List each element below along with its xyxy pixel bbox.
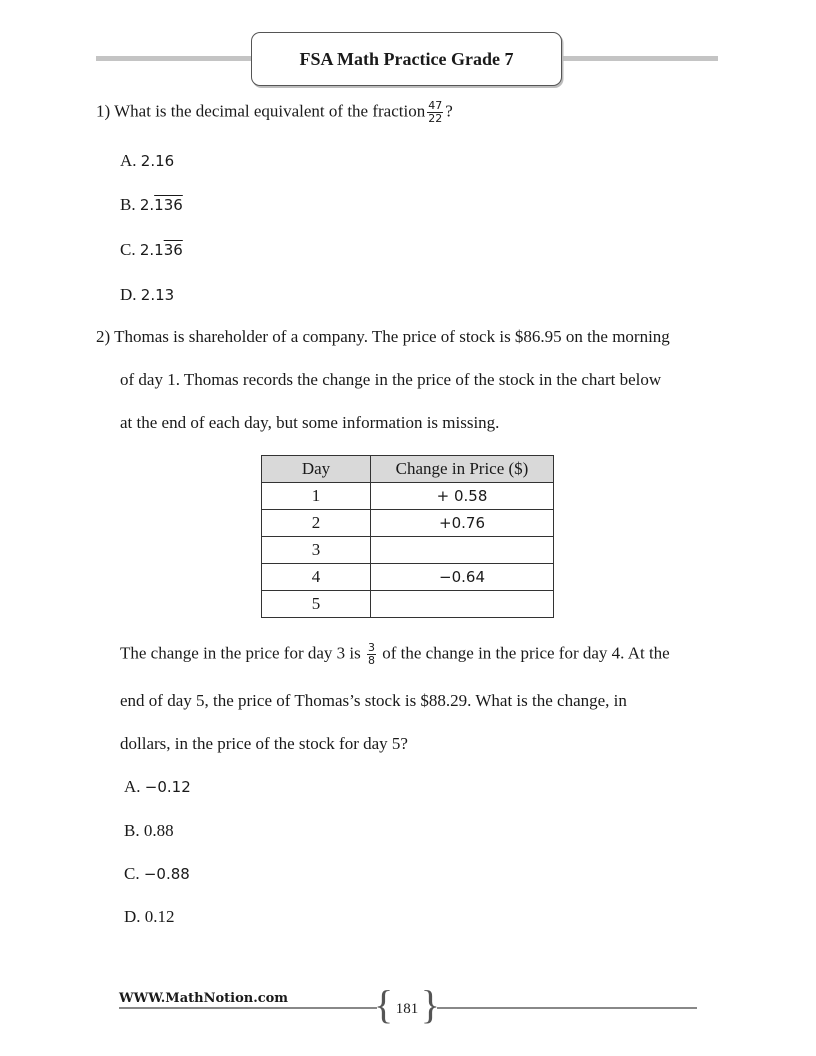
table-row [262, 483, 554, 510]
choice-value: 2.16 [140, 152, 175, 170]
followup-text-pre: The change in the price for day 3 is [120, 643, 361, 663]
question-2-number: 2) [96, 327, 111, 346]
day-cell: 2 [262, 510, 371, 537]
choice-letter: B. [120, 195, 136, 214]
choice-letter: A. [120, 151, 137, 170]
page-number-box [374, 982, 440, 1029]
choice-value-base: 2.1 [139, 241, 164, 259]
table-row [262, 564, 554, 591]
choice-value: 0.12 [144, 907, 175, 926]
q2-choice-b[interactable] [124, 821, 174, 841]
q2-choice-d[interactable] [124, 907, 175, 927]
table-row [262, 537, 554, 564]
header-rule-right [561, 56, 718, 61]
question-1-text: What is the decimal equivalent of the fraction [114, 101, 426, 121]
page-title: FSA Math Practice Grade 7 [251, 32, 562, 86]
change-cell: +0.76 [371, 510, 554, 537]
question-2-text: Thomas is shareholder of a company. The price of stock is $86.95 on the morning [114, 327, 670, 346]
footer-website: WWW.MathNotion.com [119, 991, 289, 1006]
column-header-change: Change in Price ($) [371, 456, 554, 483]
repeating-digits: 36 [163, 241, 183, 259]
question-2-line-3: at the end of each day, but some information is missing. [120, 413, 500, 432]
choice-value: −0.12 [144, 778, 191, 796]
question-1 [96, 100, 453, 125]
repeating-digits: 136 [154, 196, 183, 214]
change-cell: −0.64 [371, 564, 554, 591]
change-cell: + 0.58 [371, 483, 554, 510]
question-1-number: 1) [96, 101, 111, 121]
q2-choice-c[interactable] [124, 864, 190, 884]
question-2-line-1 [96, 327, 670, 347]
choice-value: 0.88 [143, 821, 174, 840]
right-brace-icon: } [420, 982, 440, 1027]
choice-value [140, 196, 183, 214]
choice-letter: A. [124, 777, 141, 796]
question-2-followup-3: dollars, in the price of the stock for day 5? [120, 734, 408, 753]
change-cell [371, 591, 554, 618]
question-2-followup-1 [120, 642, 670, 667]
choice-letter: C. [120, 240, 136, 259]
fraction-numerator: 47 [428, 99, 443, 112]
table-row [262, 510, 554, 537]
fraction-3-8 [367, 642, 376, 667]
choice-letter: B. [124, 821, 140, 840]
followup-text-post: of the change in the price for day 4. At the [382, 643, 670, 663]
column-header-day: Day [262, 456, 371, 483]
question-2-followup-2: end of day 5, the price of Thomas’s stock is $88.29. What is the change, in [120, 691, 627, 710]
choice-letter: C. [124, 864, 140, 883]
question-2-line-2: of day 1. Thomas records the change in the price of the stock in the chart below [120, 370, 662, 389]
day-cell: 5 [262, 591, 371, 618]
table-row [262, 591, 554, 618]
table-header-row [262, 456, 554, 483]
choice-value: −0.88 [143, 865, 190, 883]
day-cell: 4 [262, 564, 371, 591]
question-1-end: ? [445, 101, 453, 121]
choice-value [140, 241, 183, 259]
q1-choice-b[interactable] [120, 195, 183, 215]
q1-choice-c[interactable] [120, 240, 183, 260]
left-brace-icon: { [374, 982, 394, 1027]
page-number: 181 [395, 1000, 419, 1017]
q2-choice-a[interactable] [124, 777, 191, 797]
day-cell: 3 [262, 537, 371, 564]
choice-value: 2.13 [140, 286, 175, 304]
change-cell [371, 537, 554, 564]
choice-letter: D. [124, 907, 141, 926]
fraction-denominator: 8 [368, 654, 375, 667]
day-cell: 1 [262, 483, 371, 510]
footer-rule-right [437, 1007, 697, 1009]
q1-choice-d[interactable] [120, 285, 174, 305]
fraction-47-22 [427, 100, 443, 125]
choice-letter: D. [120, 285, 137, 304]
fraction-denominator: 22 [428, 112, 443, 125]
choice-value-base: 2. [139, 196, 155, 214]
q1-choice-a[interactable] [120, 151, 174, 171]
price-change-table [261, 455, 554, 618]
footer-rule-left [119, 1007, 377, 1009]
fraction-numerator: 3 [368, 641, 375, 654]
header-rule-left [96, 56, 252, 61]
